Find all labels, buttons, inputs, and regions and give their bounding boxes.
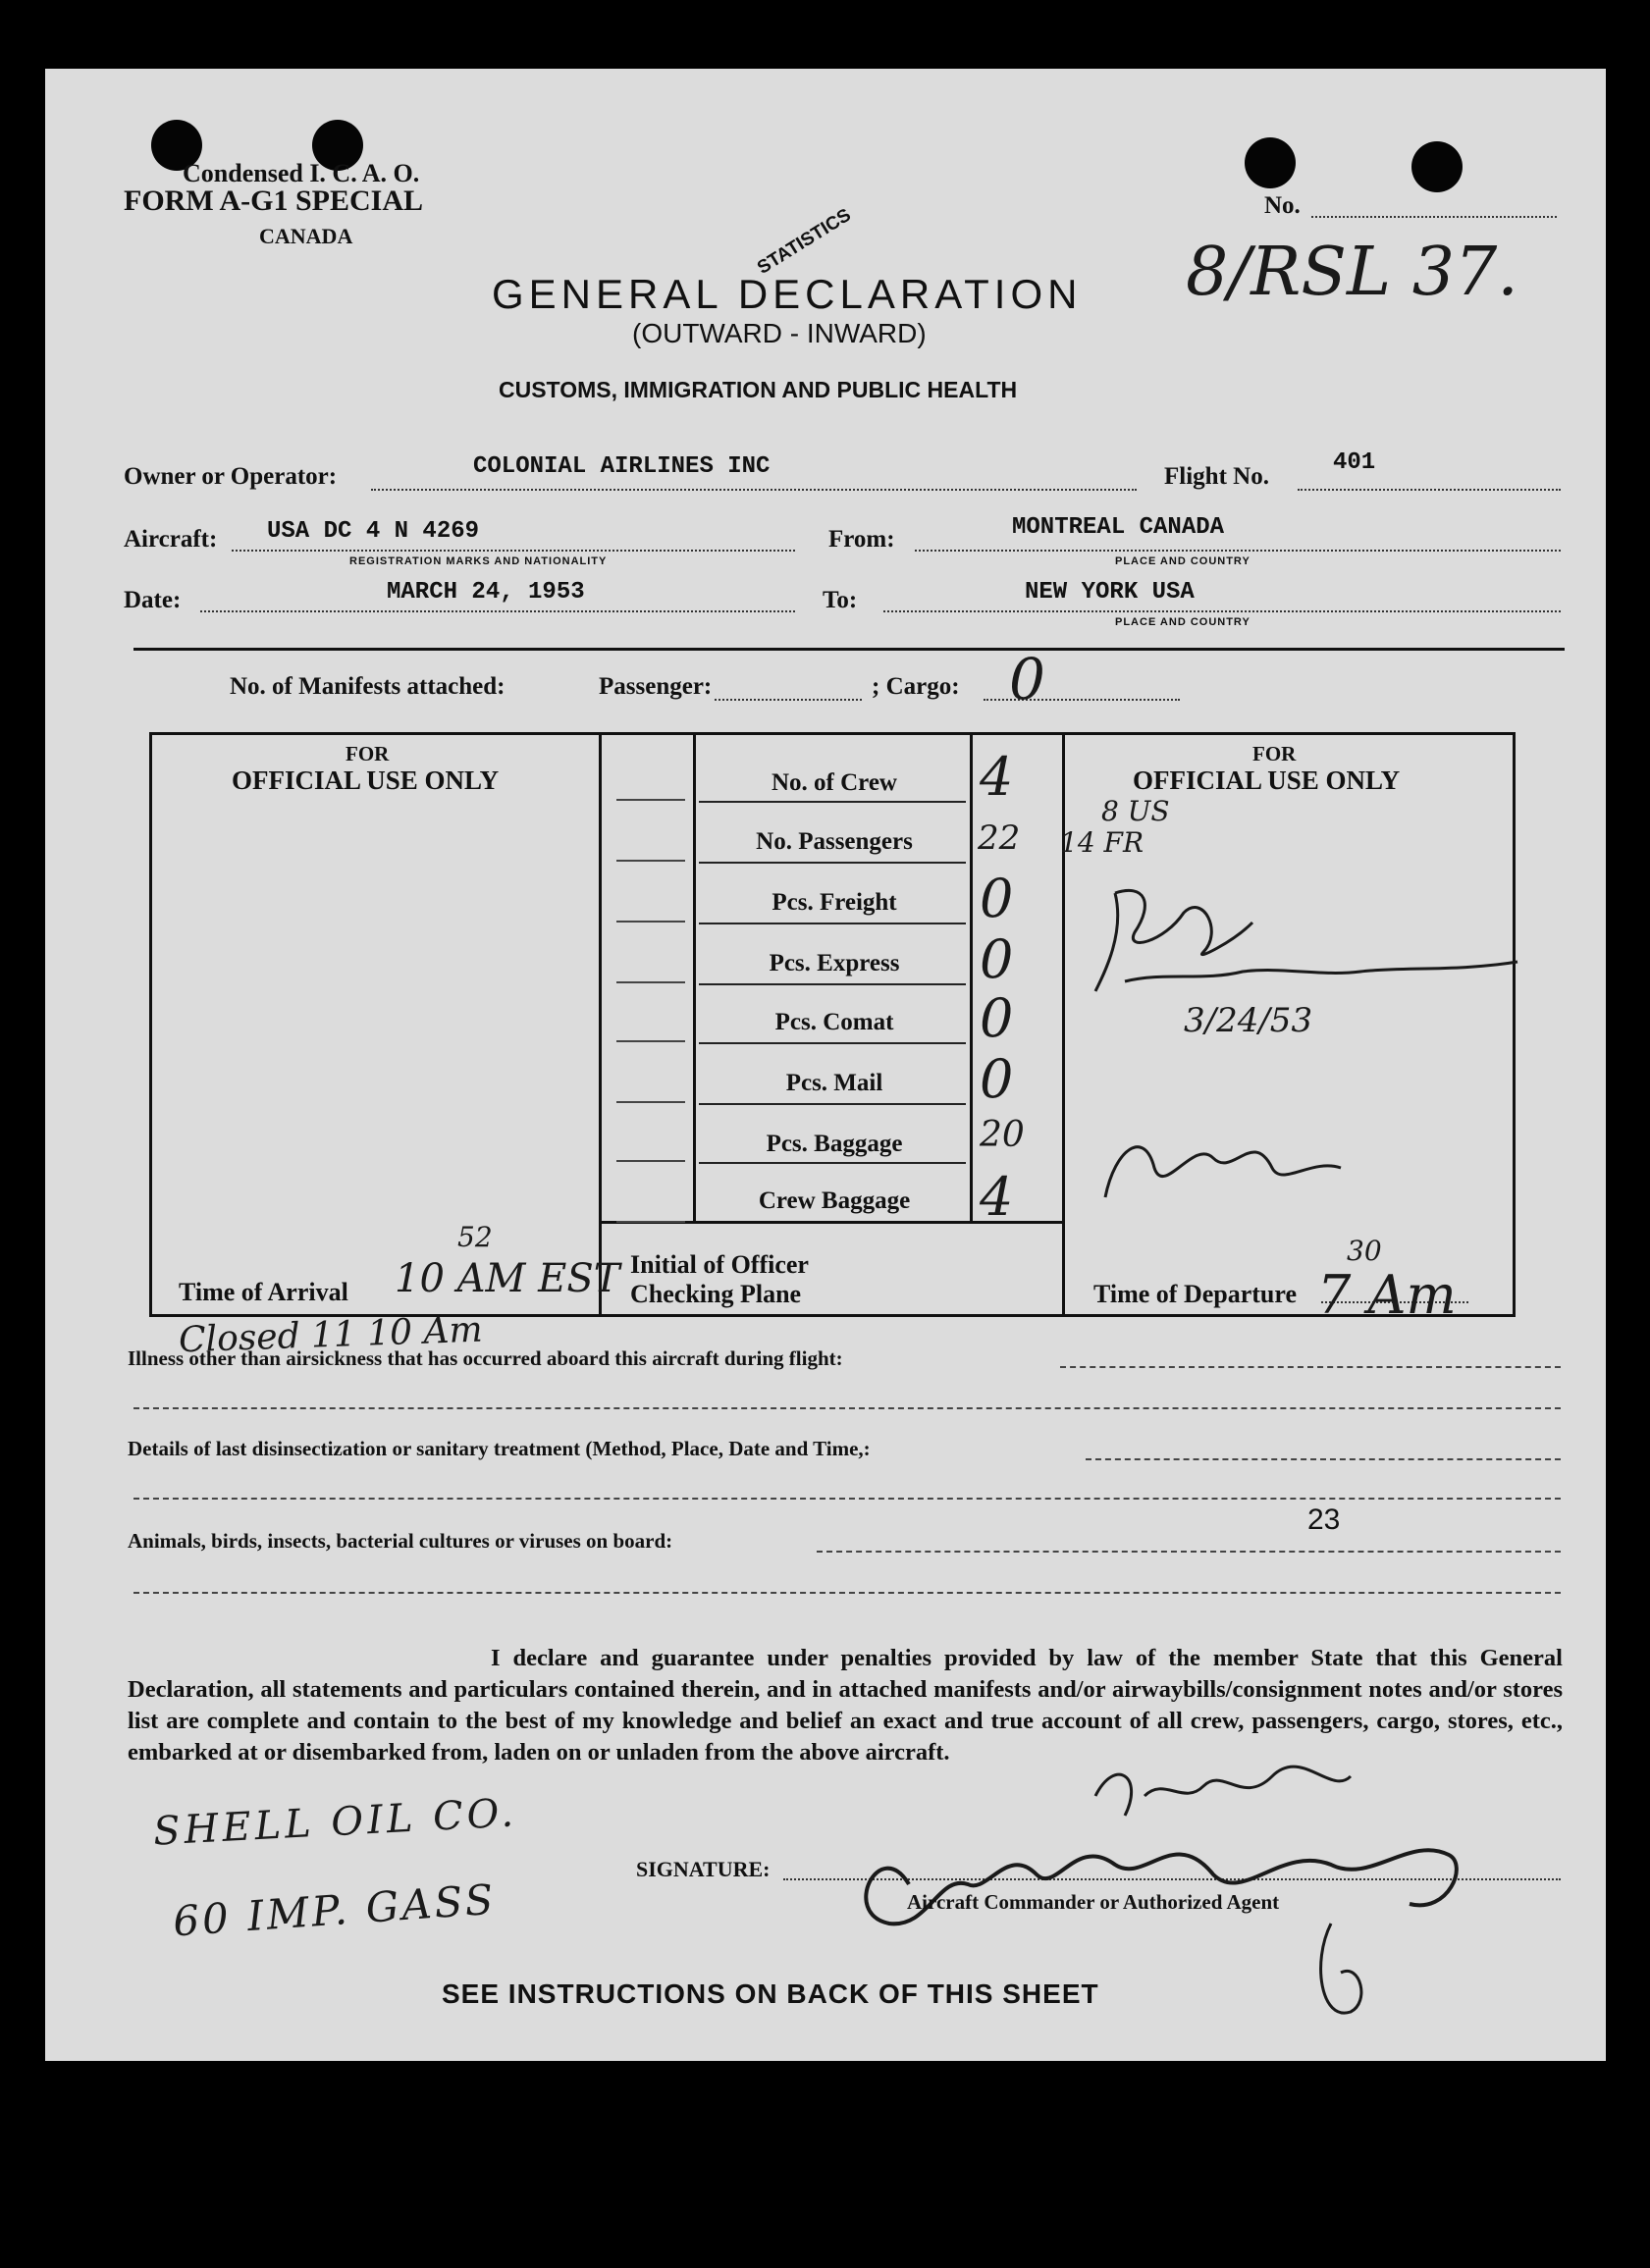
- row-line: [616, 1040, 685, 1042]
- title-sub: (OUTWARD - INWARD): [632, 318, 927, 348]
- time-arrival-value: 10 AM EST: [395, 1256, 620, 1301]
- to-line: [883, 610, 1561, 612]
- row-label: Pcs. Express: [769, 950, 900, 976]
- time-departure-super: 30: [1347, 1235, 1382, 1267]
- passenger-manifest-label: Passenger:: [599, 673, 713, 700]
- row-line: [616, 981, 685, 983]
- no-handwritten: 8/RSL 37.: [1186, 234, 1518, 311]
- row-line: [699, 1042, 966, 1044]
- disinsect-line-2: [133, 1498, 1561, 1500]
- left-official-use: OFFICIAL USE ONLY: [232, 765, 500, 795]
- row-label: Crew Baggage: [758, 1187, 911, 1214]
- row-line: [616, 799, 685, 801]
- row-line: [699, 862, 966, 864]
- registration-note: REGISTRATION MARKS AND NATIONALITY: [349, 555, 608, 567]
- form-sheet: [45, 69, 1606, 2061]
- footer-instructions: SEE INSTRUCTIONS ON BACK OF THIS SHEET: [442, 1978, 1099, 2009]
- notes-line-2: 60 IMP. GASS: [171, 1874, 498, 1946]
- cargo-manifest-value: 0: [1009, 646, 1045, 712]
- row-label: Pcs. Baggage: [766, 1131, 903, 1157]
- inspector-date: 3/24/53: [1184, 1001, 1313, 1040]
- separator: [133, 648, 1565, 651]
- row-line: [616, 921, 685, 923]
- agencies-line: CUSTOMS, IMMIGRATION AND PUBLIC HEALTH: [499, 377, 1018, 402]
- no-line: [1311, 216, 1557, 218]
- from-note: PLACE AND COUNTRY: [1115, 555, 1251, 567]
- form-line-3: CANADA: [259, 224, 353, 248]
- animals-line-2: [133, 1592, 1561, 1594]
- table-divider: [970, 732, 973, 1221]
- row-label: Pcs. Comat: [774, 1009, 894, 1035]
- disinsect-line: [1086, 1458, 1561, 1460]
- row-line: [699, 923, 966, 924]
- row-value: 0: [980, 987, 1014, 1049]
- form-line-1: Condensed I. C. A. O.: [183, 159, 420, 187]
- row-label: No. of Crew: [772, 769, 897, 796]
- right-official-use: OFFICIAL USE ONLY: [1133, 765, 1401, 795]
- animals-label: Animals, birds, insects, bacterial cultures or viruses on board:: [128, 1529, 673, 1553]
- row-label: Pcs. Freight: [772, 889, 897, 916]
- from-label: From:: [828, 526, 895, 553]
- notes-line-1: SHELL OIL CO.: [152, 1790, 518, 1855]
- time-arrival-super: 52: [457, 1221, 493, 1253]
- aircraft-label: Aircraft:: [124, 526, 218, 553]
- row-line: [699, 801, 966, 803]
- left-for: FOR: [346, 742, 390, 765]
- checking-plane-label: Checking Plane: [630, 1280, 802, 1308]
- passenger-note-fr: 14 FR: [1060, 826, 1144, 859]
- owner-label: Owner or Operator:: [124, 463, 338, 490]
- row-label: No. Passengers: [756, 828, 913, 855]
- initial-officer-label: Initial of Officer: [630, 1250, 809, 1279]
- row-value: 20: [980, 1115, 1025, 1155]
- to-note: PLACE AND COUNTRY: [1115, 616, 1251, 628]
- time-departure-value: 7 Am: [1317, 1264, 1457, 1326]
- row-line: [616, 1160, 685, 1162]
- punch-hole: [1411, 141, 1463, 192]
- row-value: 0: [980, 868, 1014, 929]
- officer-initials: [1086, 1109, 1380, 1217]
- illness-label: Illness other than airsickness that has occurred aboard this aircraft during flight:: [128, 1346, 843, 1370]
- illness-line: [1060, 1366, 1561, 1368]
- table-divider: [599, 732, 602, 1317]
- statistics-stamp: STATISTICS: [754, 204, 855, 279]
- no-label: No.: [1264, 192, 1301, 219]
- row-value: 4: [980, 1166, 1014, 1228]
- row-line: [616, 1101, 685, 1103]
- manifests-label: No. of Manifests attached:: [230, 673, 506, 700]
- time-arrival-label: Time of Arrival: [179, 1278, 348, 1306]
- signature-caption: Aircraft Commander or Authorized Agent: [907, 1890, 1280, 1914]
- owner-line: [371, 489, 1137, 491]
- date-value: MARCH 24, 1953: [387, 579, 585, 606]
- row-line: [616, 860, 685, 862]
- table-divider: [693, 732, 696, 1221]
- row-line: [699, 983, 966, 985]
- row-value: 0: [980, 1048, 1014, 1110]
- signature-label: SIGNATURE:: [636, 1857, 771, 1881]
- right-for: FOR: [1252, 742, 1297, 765]
- row-label: Pcs. Mail: [785, 1070, 883, 1096]
- table-divider: [1062, 732, 1065, 1317]
- flight-value: 401: [1333, 449, 1376, 476]
- from-value: MONTREAL CANADA: [1012, 514, 1225, 541]
- flight-line: [1298, 489, 1561, 491]
- to-value: NEW YORK USA: [1025, 579, 1195, 606]
- row-value: 22: [978, 818, 1021, 858]
- disinsect-label: Details of last disinsectization or sanitary treatment (Method, Place, Date and Time,:: [128, 1437, 871, 1460]
- time-departure-label: Time of Departure: [1093, 1280, 1297, 1308]
- closed-note: Closed 11 10 Am: [178, 1309, 484, 1361]
- form-line-2: FORM A-G1 SPECIAL: [124, 185, 424, 217]
- to-label: To:: [823, 587, 858, 613]
- inspector-signature: [1086, 873, 1547, 1021]
- illness-line-2: [133, 1407, 1561, 1409]
- aircraft-value: USA DC 4 N 4269: [267, 518, 480, 545]
- date-label: Date:: [124, 587, 182, 613]
- passenger-manifest-line: [715, 699, 862, 701]
- owner-value: COLONIAL AIRLINES INC: [473, 453, 771, 480]
- aircraft-line: [232, 550, 795, 552]
- row-line: [616, 1221, 685, 1223]
- passenger-note-us: 8 US: [1101, 795, 1170, 827]
- row-value: 4: [980, 746, 1014, 808]
- flight-label: Flight No.: [1164, 463, 1269, 490]
- row-line: [699, 1103, 966, 1105]
- cargo-manifest-label: ; Cargo:: [872, 673, 960, 700]
- from-line: [915, 550, 1561, 552]
- page-title: GENERAL DECLARATION: [492, 271, 1083, 317]
- animals-note: 23: [1307, 1503, 1341, 1536]
- declaration-text: I declare and guarantee under penalties provided by law of the member State that this General Declaration, all statements and particulars contained therein, and in attached manifests and/or airwaybills/consignment notes and/or stores list are complete and contain to the best of my knowledge and belief an exact and true account of all crew, passengers, cargo, stores, etc., embarked at or disembarked from, laden on or unladen from the above aircraft.: [128, 1645, 1563, 1766]
- row-line: [699, 1162, 966, 1164]
- animals-line: [817, 1551, 1561, 1553]
- date-line: [200, 610, 795, 612]
- row-value: 0: [980, 928, 1014, 990]
- punch-hole: [1245, 137, 1296, 188]
